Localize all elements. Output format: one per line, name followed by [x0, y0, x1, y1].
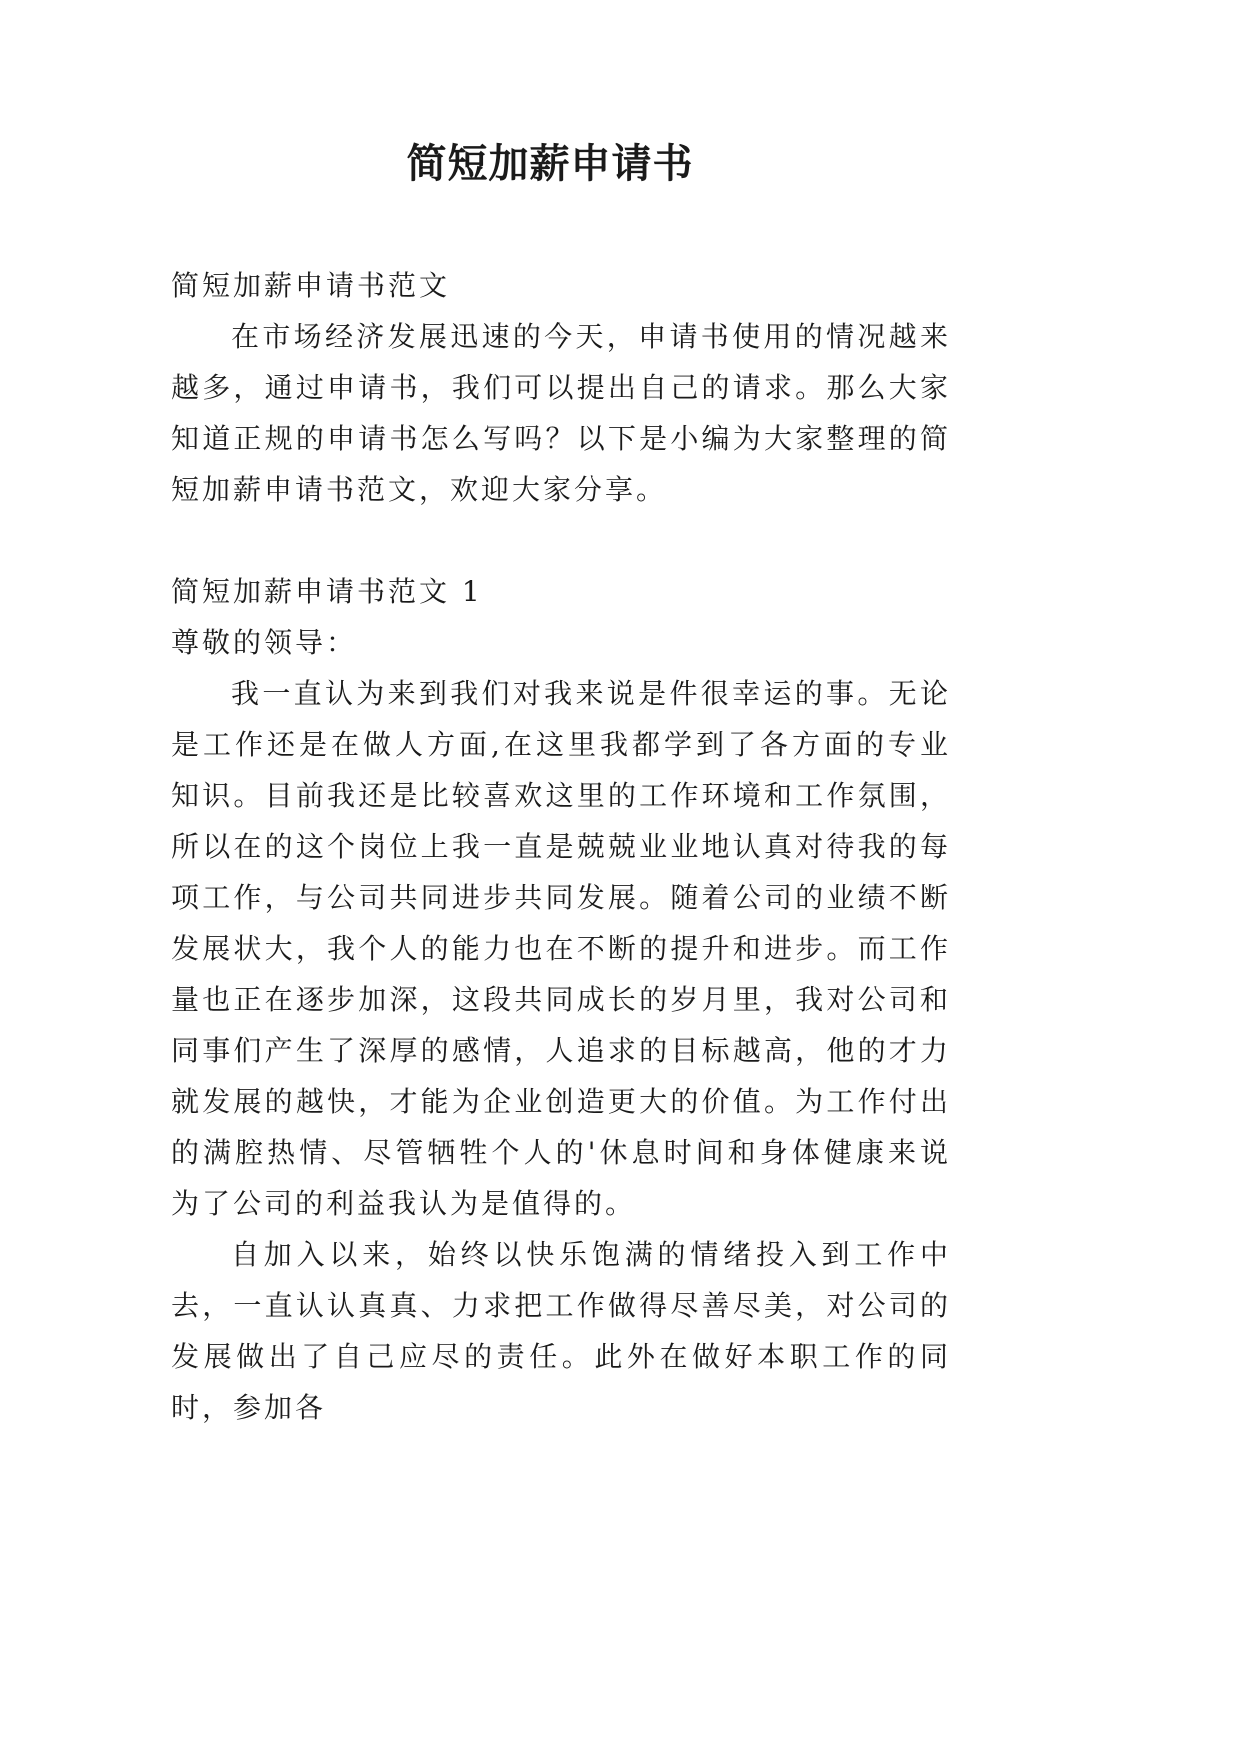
document-title: 简短加薪申请书	[406, 140, 694, 187]
body-paragraph: 自加入以来，始终以快乐饱满的情绪投入到工作中去，一直认认真真、力求把工作做得尽善尽美，对公司的发展做出了自己应尽的责任。此外在做好本职工作的同时，参加各	[171, 1238, 951, 1424]
document-body	[171, 260, 951, 1433]
section-heading: 简短加薪申请书范文 1	[171, 575, 483, 608]
document-subtitle: 简短加薪申请书范文	[171, 269, 451, 302]
salutation: 尊敬的领导：	[171, 626, 358, 659]
intro-paragraph: 在市场经济发展迅速的今天，申请书使用的情况越来越多，通过申请书，我们可以提出自己的请求。那么大家知道正规的申请书怎么写吗？以下是小编为大家整理的简短加薪申请书范文，欢迎大家分享。	[171, 320, 951, 506]
body-paragraph: 我一直认为来到我们对我来说是件很幸运的事。无论是工作还是在做人方面,在这里我都学到了各方面的专业知识。目前我还是比较喜欢这里的工作环境和工作氛围，所以在的这个岗位上我一直是兢兢业业地认真对待我的每项工作，与公司共同进步共同发展。随着公司的业绩不断发展状大，我个人的能力也在不断的提升和进步。而工作量也正在逐步加深，这段共同成长的岁月里，我对公司和同事们产生了深厚的感情，人追求的目标越高，他的才力就发展的越快，才能为企业创造更大的价值。为工作付出的满腔热情、尽管牺牲个人的'休息时间和身体健康来说为了公司的利益我认为是值得的。	[171, 677, 951, 1220]
